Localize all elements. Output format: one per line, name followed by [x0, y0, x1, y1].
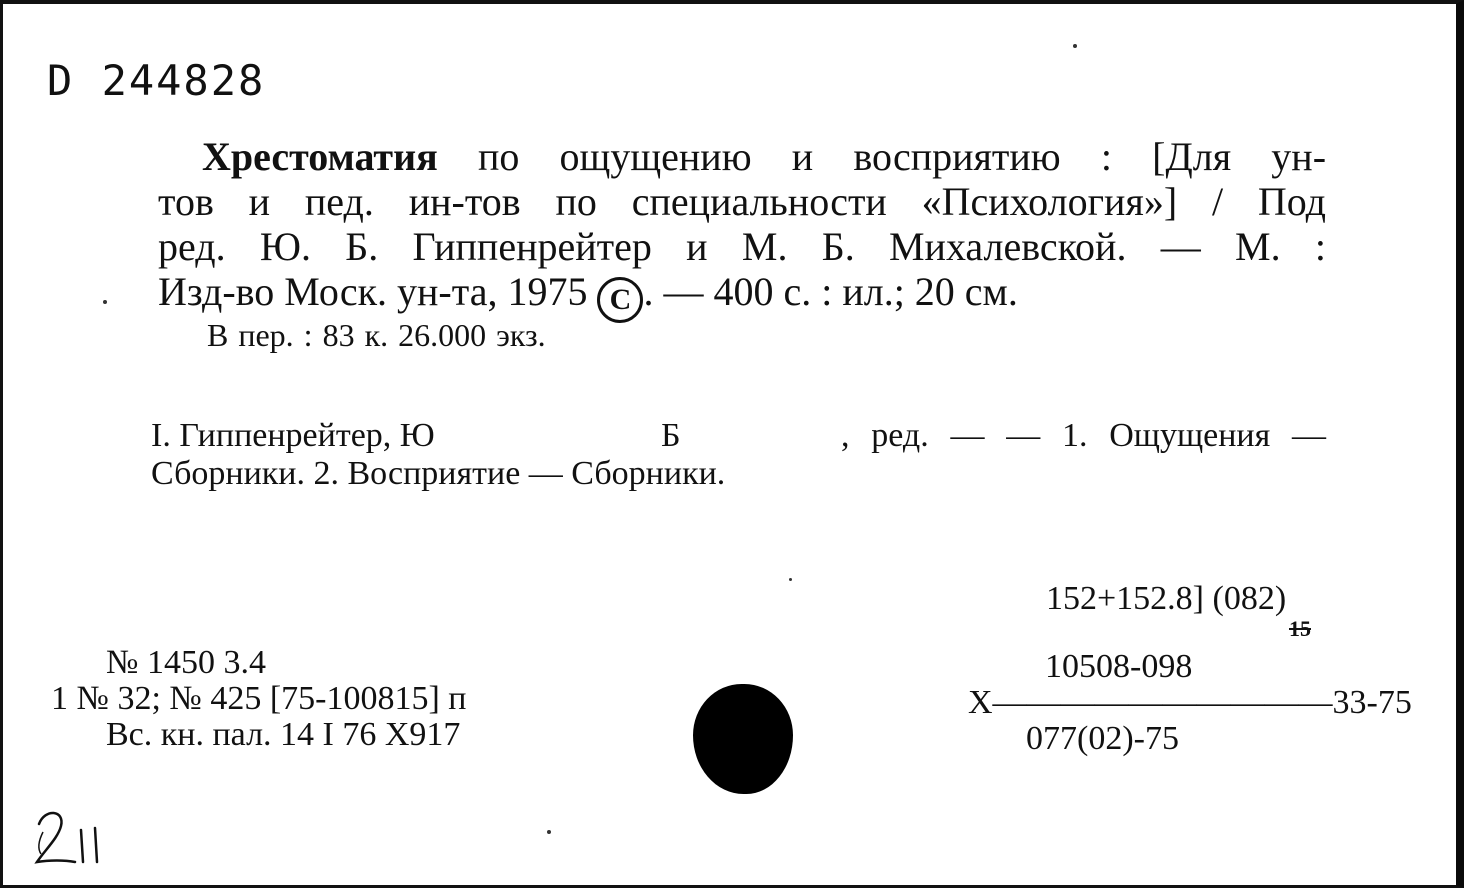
punch-hole — [693, 684, 793, 794]
dust-speck — [103, 300, 107, 304]
physical-description: . — 400 с. : ил.; 20 см. — [643, 269, 1018, 314]
bibliographic-description — [158, 134, 1326, 323]
tracing-editor-name: I. Гиппенрейтер, Ю — [151, 417, 435, 454]
description-line-3: ред. Ю. Б. Гиппенрейтер и М. Б. Михалевской. — М. : — [158, 224, 1326, 269]
price-and-print-run: В пер. : 83 к. 26.000 экз. — [207, 317, 546, 353]
description-line-2: тов и пед. ин-тов по специальности «Психология»] / Под — [158, 179, 1326, 224]
tracing-subjects: , ред. — — 1. Ощущения — — [841, 417, 1326, 454]
tracings-line-2: Сборники. 2. Восприятие — Сборники. — [151, 455, 726, 492]
price-code-top: 10508-098 — [1045, 648, 1193, 685]
dust-speck — [547, 830, 551, 834]
imprint-text: Изд-во Моск. ун-та, 1975 — [158, 269, 588, 314]
dust-speck — [1073, 44, 1077, 48]
title-continuation: по ощущению и восприятию : [Для ун- — [477, 134, 1327, 179]
book-title: Хрестоматия — [202, 134, 438, 179]
tracings-line-1 — [151, 417, 1326, 455]
udc-index: 152+152.8] (082) — [1046, 580, 1287, 617]
tracings — [151, 417, 1326, 493]
udc-struck-number: 15 — [1289, 616, 1311, 641]
description-line-1 — [158, 134, 1326, 179]
copyright-icon: C — [597, 277, 643, 323]
registration-line-2: 1 № 32; № 425 [75-100815] п — [51, 680, 467, 717]
dust-speck — [789, 578, 792, 581]
price-code-bottom: 077(02)-75 — [1026, 720, 1179, 757]
tracing-editor-initial: Б — [661, 417, 681, 454]
call-number: D 244828 — [47, 56, 266, 105]
registration-line-1: № 1450 3.4 — [106, 644, 266, 681]
handwritten-mark-icon — [31, 804, 111, 870]
description-line-4 — [158, 269, 1326, 323]
price-code-middle: Х——————————33-75 — [968, 684, 1412, 721]
registration-line-3: Вс. кн. пал. 14 I 76 Х917 — [106, 716, 461, 753]
